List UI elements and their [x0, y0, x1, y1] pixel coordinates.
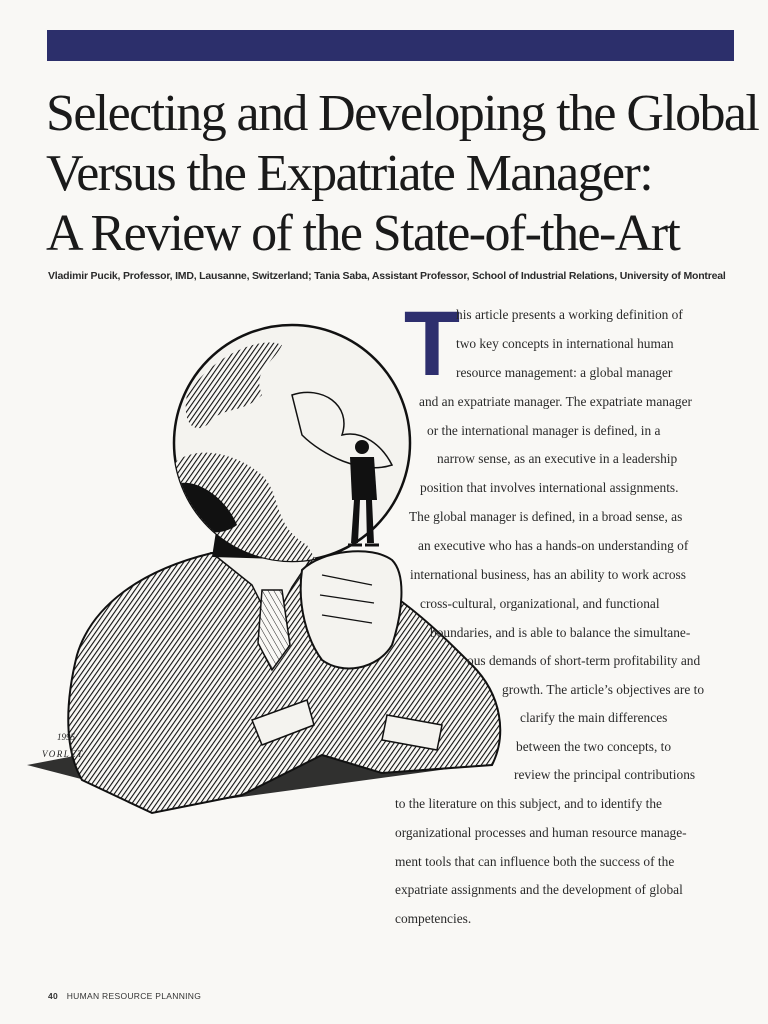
svg-text:T: T [403, 293, 461, 395]
abstract-line: international business, has an ability to work across [410, 567, 686, 582]
author-byline: Vladimir Pucik, Professor, IMD, Lausanne, Switzerland; Tania Saba, Assistant Professor, School of Industrial Relations, University of Montreal [48, 270, 726, 282]
abstract-line: two key concepts in international human [456, 336, 674, 351]
page-number: 40 [48, 991, 59, 1001]
abstract-line: his article presents a working definition of [456, 307, 683, 322]
header-color-bar [47, 30, 734, 61]
journal-name: HUMAN RESOURCE PLANNING [66, 991, 202, 1001]
abstract-line: competencies. [395, 911, 472, 926]
abstract-line: position that involves international assignments. [420, 480, 679, 495]
abstract-line: between the two concepts, to [516, 739, 672, 754]
article-title [46, 84, 759, 264]
abstract-line: expatriate assignments and the development of global [395, 882, 683, 897]
abstract-line: organizational processes and human resource manage- [395, 825, 687, 840]
abstract-line: an executive who has a hands-on understanding of [418, 538, 689, 553]
abstract-line: resource management: a global manager [456, 365, 673, 380]
abstract-line: boundaries, and is able to balance the simultane- [430, 625, 691, 640]
clasped-hands [301, 551, 402, 668]
page-footer [48, 991, 201, 1001]
signature-year: 1995 [57, 732, 75, 742]
abstract-line: cross-cultural, organizational, and functional [420, 596, 660, 611]
abstract-line: and an expatriate manager. The expatriate manager [419, 394, 693, 409]
abstract-line: ment tools that can influence both the success of the [395, 854, 675, 869]
signature-name: VORLET [42, 749, 84, 759]
abstract-line: review the principal contributions [514, 767, 696, 782]
abstract-line: clarify the main differences [520, 710, 668, 725]
abstract-line: narrow sense, as an executive in a leadership [437, 451, 678, 466]
abstract-line: The global manager is defined, in a broad sense, as [409, 509, 683, 524]
drop-cap [403, 293, 461, 395]
abstract-line: to the literature on this subject, and to identify the [395, 796, 663, 811]
title-line-1: Selecting and Developing the Global [46, 85, 759, 142]
abstract-line: ous demands of short-term profitability and [467, 653, 701, 668]
title-line-3: A Review of the State-of-the-Art [46, 205, 680, 262]
title-line-2: Versus the Expatriate Manager: [46, 145, 653, 202]
abstract-line: growth. The article’s objectives are to [502, 682, 705, 697]
abstract-line: or the international manager is defined, in a [427, 423, 661, 438]
